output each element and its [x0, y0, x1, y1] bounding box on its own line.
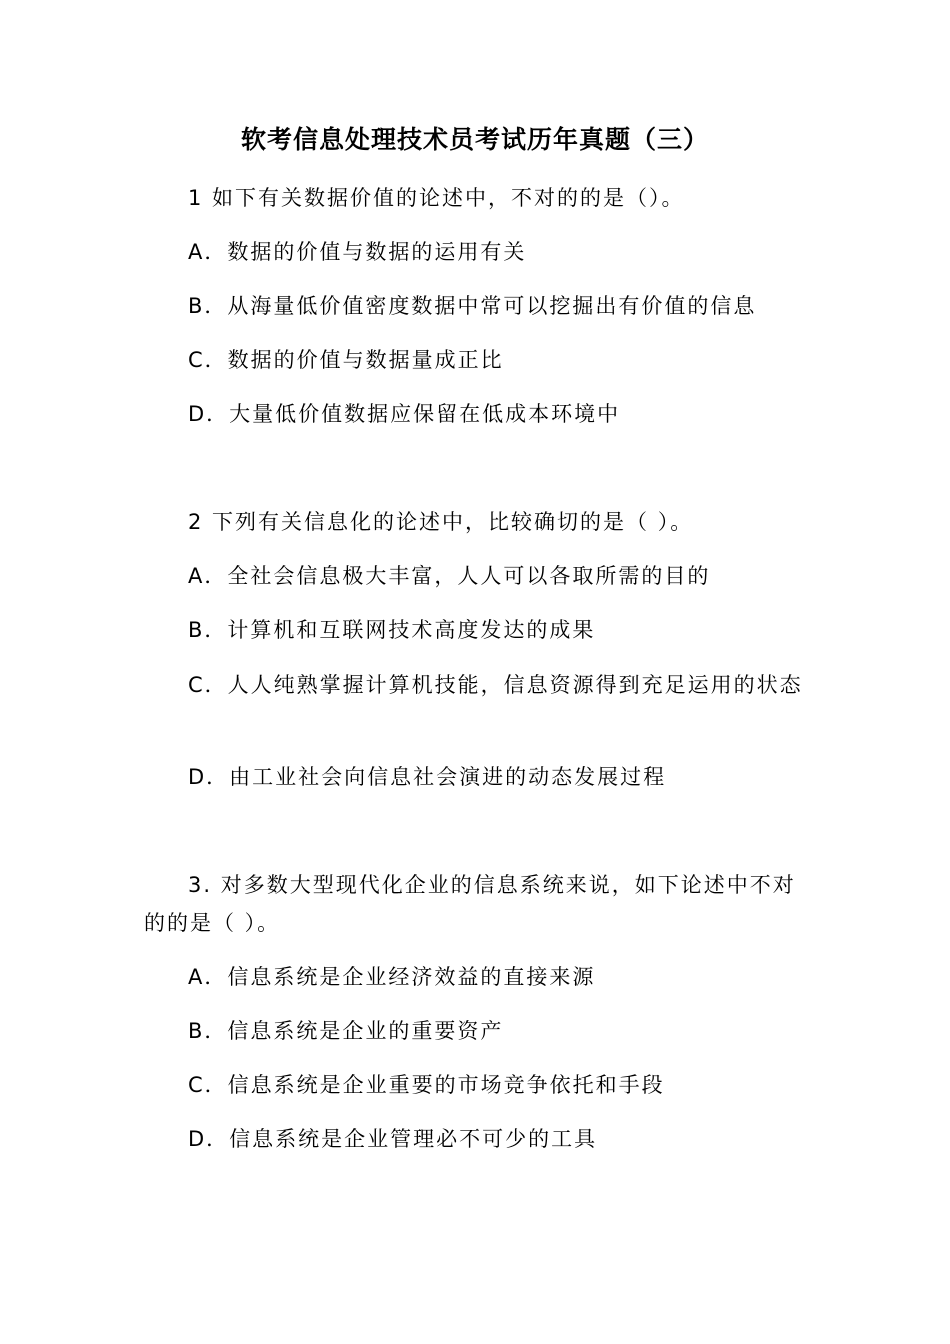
- question-1-option-c: C．数据的价值与数据量成正比: [188, 348, 504, 372]
- question-2-option-d: D．由工业社会向信息社会演进的动态发展过程: [188, 765, 667, 789]
- question-2-stem: 2 下列有关信息化的论述中，比较确切的是（ ）。: [188, 510, 694, 534]
- question-2-option-a: A．全社会信息极大丰富，人人可以各取所需的目的: [188, 564, 711, 588]
- question-1-option-b: B．从海量低价值密度数据中常可以挖掘出有价值的信息: [188, 294, 757, 318]
- question-3-option-c: C．信息系统是企业重要的市场竞争依托和手段: [188, 1073, 665, 1097]
- question-3-option-b: B．信息系统是企业的重要资产: [188, 1019, 504, 1043]
- question-2-option-b: B．计算机和互联网技术高度发达的成果: [188, 618, 596, 642]
- question-1-stem: 1 如下有关数据价值的论述中，不对的的是（）。: [188, 186, 685, 210]
- question-3-option-d: D．信息系统是企业管理必不可少的工具: [188, 1127, 598, 1151]
- question-3-option-a: A．信息系统是企业经济效益的直接来源: [188, 965, 596, 989]
- question-2-option-c: C．人人纯熟掌握计算机技能，信息资源得到充足运用的状态: [188, 673, 803, 697]
- question-3-stem: 3. 对多数大型现代化企业的信息系统来说，如下论述中不对的的是（ ）。: [144, 873, 796, 935]
- question-1-option-d: D．大量低价值数据应保留在低成本环境中: [188, 402, 621, 426]
- question-1-option-a: A．数据的价值与数据的运用有关: [188, 240, 527, 264]
- document-title: 软考信息处理技术员考试历年真题（三）: [240, 125, 709, 154]
